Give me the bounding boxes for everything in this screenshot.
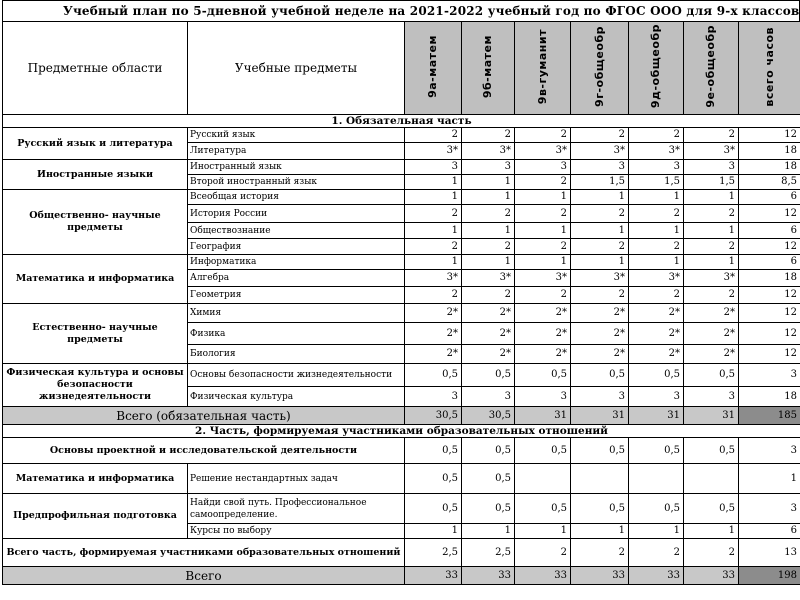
value-cell: 3* (629, 270, 684, 287)
subject-name: География (188, 239, 405, 255)
header-class-9d: 9д-общеобр (629, 22, 684, 115)
value-cell: 31 (571, 407, 629, 425)
value-cell: 0,5 (684, 494, 739, 524)
header-area: Предметные области (3, 22, 188, 115)
value-cell: 2 (405, 205, 462, 223)
value-cell: 1 (462, 175, 515, 190)
total-row-participants (3, 539, 800, 567)
value-cell: 2 (629, 539, 684, 567)
value-cell: 2* (684, 345, 739, 364)
value-cell: 2 (462, 205, 515, 223)
value-cell: 0,5 (571, 494, 629, 524)
value-cell: 1 (684, 223, 739, 239)
total-row-mandatory (3, 407, 800, 425)
subject-area-math-2: Математика и информатика (3, 464, 188, 494)
value-cell: 2* (571, 345, 629, 364)
value-cell: 3 (739, 438, 800, 464)
value-cell: 3* (462, 143, 515, 160)
value-cell: 18 (739, 387, 800, 407)
value-cell: 1 (462, 223, 515, 239)
value-cell: 6 (739, 190, 800, 205)
subject-name: Химия (188, 304, 405, 323)
curriculum-table (2, 21, 800, 585)
value-cell (629, 464, 684, 494)
value-cell: 3* (515, 143, 571, 160)
value-cell: 1 (405, 190, 462, 205)
value-cell: 1 (684, 255, 739, 270)
value-cell: 0,5 (515, 438, 571, 464)
value-cell: 2 (405, 128, 462, 143)
table-row (3, 438, 800, 464)
value-cell (684, 464, 739, 494)
value-cell: 2 (571, 239, 629, 255)
value-cell: 198 (739, 567, 800, 585)
value-cell: 1 (405, 255, 462, 270)
value-cell: 3 (684, 387, 739, 407)
value-cell: 1,5 (684, 175, 739, 190)
table-row (3, 364, 800, 387)
value-cell: 18 (739, 270, 800, 287)
value-cell: 2* (684, 323, 739, 345)
subject-name: История России (188, 205, 405, 223)
value-cell: 12 (739, 205, 800, 223)
value-cell: 1 (515, 255, 571, 270)
value-cell: 18 (739, 143, 800, 160)
value-cell: 0,5 (462, 494, 515, 524)
value-cell: 185 (739, 407, 800, 425)
subject-name: Основы безопасности жизнедеятельности (188, 364, 405, 387)
value-cell: 30,5 (405, 407, 462, 425)
value-cell: 2 (571, 287, 629, 304)
value-cell: 3 (405, 160, 462, 175)
grand-total-label: Всего (3, 567, 405, 585)
project-activity-label: Основы проектной и исследовательской деятельности (3, 438, 405, 464)
subject-name: Решение нестандартных задач (188, 464, 405, 494)
value-cell: 33 (405, 567, 462, 585)
value-cell: 2 (405, 239, 462, 255)
subject-area-preprofile: Предпрофильная подготовка (3, 494, 188, 539)
value-cell: 3* (462, 270, 515, 287)
value-cell: 2* (405, 323, 462, 345)
header-class-9v: 9в-гуманит (515, 22, 571, 115)
value-cell: 8,5 (739, 175, 800, 190)
value-cell: 3 (629, 387, 684, 407)
subject-name: Физика (188, 323, 405, 345)
value-cell: 6 (739, 524, 800, 539)
value-cell: 2 (684, 287, 739, 304)
section-title: 1. Обязательная часть (3, 115, 800, 128)
value-cell: 0,5 (405, 494, 462, 524)
value-cell: 2 (629, 205, 684, 223)
value-cell: 1 (462, 524, 515, 539)
value-cell: 0,5 (515, 364, 571, 387)
value-cell: 0,5 (684, 438, 739, 464)
value-cell: 2* (629, 345, 684, 364)
section-title: 2. Часть, формируемая участниками образовательных отношений (3, 425, 800, 438)
value-cell: 1 (515, 190, 571, 205)
value-cell: 3 (571, 387, 629, 407)
subject-area-pe: Физическая культура и основы безопасности жизнедеятельности (3, 364, 188, 407)
value-cell: 0,5 (515, 494, 571, 524)
value-cell: 0,5 (571, 438, 629, 464)
value-cell: 31 (515, 407, 571, 425)
value-cell: 0,5 (629, 438, 684, 464)
value-cell: 0,5 (629, 364, 684, 387)
value-cell: 33 (462, 567, 515, 585)
value-cell: 2* (571, 304, 629, 323)
value-cell: 3* (684, 143, 739, 160)
value-cell: 0,5 (405, 438, 462, 464)
value-cell: 1 (571, 524, 629, 539)
subject-name: Литература (188, 143, 405, 160)
value-cell: 2* (571, 323, 629, 345)
value-cell: 2 (515, 539, 571, 567)
section-row (3, 115, 800, 128)
subject-name: Алгебра (188, 270, 405, 287)
table-row (3, 464, 800, 494)
value-cell: 2 (405, 287, 462, 304)
value-cell: 1 (515, 524, 571, 539)
value-cell: 6 (739, 255, 800, 270)
value-cell: 31 (629, 407, 684, 425)
value-cell: 33 (515, 567, 571, 585)
value-cell: 0,5 (405, 364, 462, 387)
value-cell: 2* (515, 323, 571, 345)
subject-name: Найди свой путь. Профессиональное самоопределение. (188, 494, 405, 524)
value-cell: 1 (462, 190, 515, 205)
table-row (3, 304, 800, 323)
grand-total-row (3, 567, 800, 585)
value-cell: 3* (571, 270, 629, 287)
header-class-9b: 9б-матем (462, 22, 515, 115)
table-row (3, 494, 800, 524)
value-cell: 2 (515, 128, 571, 143)
subject-area-math: Математика и информатика (3, 255, 188, 304)
table-row (3, 160, 800, 175)
value-cell: 3 (405, 387, 462, 407)
table-row (3, 190, 800, 205)
subject-name: Биология (188, 345, 405, 364)
subject-area-science: Естественно- научные предметы (3, 304, 188, 364)
subject-area-russian: Русский язык и литература (3, 128, 188, 160)
subject-name: Иностранный язык (188, 160, 405, 175)
section-row (3, 425, 800, 438)
value-cell: 2 (684, 128, 739, 143)
value-cell: 2,5 (405, 539, 462, 567)
value-cell: 2 (629, 287, 684, 304)
value-cell: 3 (462, 387, 515, 407)
value-cell: 2 (629, 128, 684, 143)
value-cell: 1,5 (571, 175, 629, 190)
header-row (3, 22, 800, 115)
value-cell: 2 (571, 128, 629, 143)
value-cell: 12 (739, 345, 800, 364)
value-cell: 2 (571, 539, 629, 567)
value-cell: 2* (462, 304, 515, 323)
value-cell: 30,5 (462, 407, 515, 425)
value-cell: 1 (405, 223, 462, 239)
subject-area-social: Общественно- научные предметы (3, 190, 188, 255)
subject-name: Второй иностранный язык (188, 175, 405, 190)
header-total-hours: всего часов (739, 22, 800, 115)
subject-name: Курсы по выбору (188, 524, 405, 539)
value-cell: 2* (405, 345, 462, 364)
value-cell: 1 (629, 524, 684, 539)
value-cell (515, 464, 571, 494)
value-cell: 1 (571, 223, 629, 239)
value-cell: 1 (571, 190, 629, 205)
value-cell: 0,5 (462, 464, 515, 494)
value-cell: 2 (515, 175, 571, 190)
value-cell: 12 (739, 287, 800, 304)
value-cell: 3* (571, 143, 629, 160)
table-row (3, 255, 800, 270)
value-cell: 2* (405, 304, 462, 323)
value-cell: 33 (629, 567, 684, 585)
value-cell: 3* (629, 143, 684, 160)
value-cell: 2* (462, 345, 515, 364)
subject-name: Обществознание (188, 223, 405, 239)
value-cell (571, 464, 629, 494)
value-cell: 1 (405, 175, 462, 190)
value-cell: 2 (629, 239, 684, 255)
value-cell: 2 (684, 539, 739, 567)
value-cell: 3* (405, 143, 462, 160)
value-cell: 12 (739, 128, 800, 143)
value-cell: 1 (571, 255, 629, 270)
value-cell: 1 (515, 223, 571, 239)
value-cell: 3 (739, 364, 800, 387)
value-cell: 2 (515, 205, 571, 223)
total-label: Всего (обязательная часть) (3, 407, 405, 425)
value-cell: 3 (684, 160, 739, 175)
value-cell: 12 (739, 323, 800, 345)
subject-name: Всеобщая история (188, 190, 405, 205)
value-cell: 18 (739, 160, 800, 175)
value-cell: 0,5 (684, 364, 739, 387)
value-cell: 1 (684, 190, 739, 205)
subject-name: Русский язык (188, 128, 405, 143)
value-cell: 12 (739, 304, 800, 323)
value-cell: 0,5 (629, 494, 684, 524)
value-cell: 1 (462, 255, 515, 270)
value-cell: 2 (462, 239, 515, 255)
value-cell: 2 (515, 239, 571, 255)
header-class-9e: 9е-общеобр (684, 22, 739, 115)
value-cell: 31 (684, 407, 739, 425)
value-cell: 2 (462, 128, 515, 143)
value-cell: 3* (405, 270, 462, 287)
subject-name: Физическая культура (188, 387, 405, 407)
value-cell: 2* (629, 323, 684, 345)
value-cell: 2* (462, 323, 515, 345)
value-cell: 0,5 (571, 364, 629, 387)
value-cell: 2,5 (462, 539, 515, 567)
value-cell: 1 (684, 524, 739, 539)
value-cell: 3 (515, 160, 571, 175)
value-cell: 2 (684, 205, 739, 223)
value-cell: 2* (629, 304, 684, 323)
value-cell: 33 (684, 567, 739, 585)
value-cell: 2* (515, 345, 571, 364)
value-cell: 3* (515, 270, 571, 287)
value-cell: 0,5 (405, 464, 462, 494)
value-cell: 3* (684, 270, 739, 287)
value-cell: 0,5 (462, 438, 515, 464)
total-label: Всего часть, формируемая участниками образовательных отношений (3, 539, 405, 567)
value-cell: 2* (684, 304, 739, 323)
value-cell: 1 (405, 524, 462, 539)
value-cell: 1 (739, 464, 800, 494)
value-cell: 1 (629, 190, 684, 205)
subject-name: Информатика (188, 255, 405, 270)
value-cell: 2 (571, 205, 629, 223)
value-cell: 2 (515, 287, 571, 304)
value-cell: 2 (462, 287, 515, 304)
document-title: Учебный план по 5-дневной учебной неделе на 2021-2022 учебный год по ФГОС ООО для 9-х классов (2, 0, 800, 22)
value-cell: 3 (739, 494, 800, 524)
header-class-9g: 9г-общеобр (571, 22, 629, 115)
value-cell: 3 (462, 160, 515, 175)
value-cell: 33 (571, 567, 629, 585)
header-subject: Учебные предметы (188, 22, 405, 115)
value-cell: 1,5 (629, 175, 684, 190)
value-cell: 2* (515, 304, 571, 323)
value-cell: 13 (739, 539, 800, 567)
table-row (3, 128, 800, 143)
subject-area-foreign: Иностранные языки (3, 160, 188, 190)
value-cell: 1 (629, 223, 684, 239)
value-cell: 1 (629, 255, 684, 270)
value-cell: 3 (629, 160, 684, 175)
value-cell: 3 (515, 387, 571, 407)
header-class-9a: 9а-матем (405, 22, 462, 115)
value-cell: 6 (739, 223, 800, 239)
value-cell: 3 (571, 160, 629, 175)
value-cell: 0,5 (462, 364, 515, 387)
value-cell: 2 (684, 239, 739, 255)
subject-name: Геометрия (188, 287, 405, 304)
value-cell: 12 (739, 239, 800, 255)
